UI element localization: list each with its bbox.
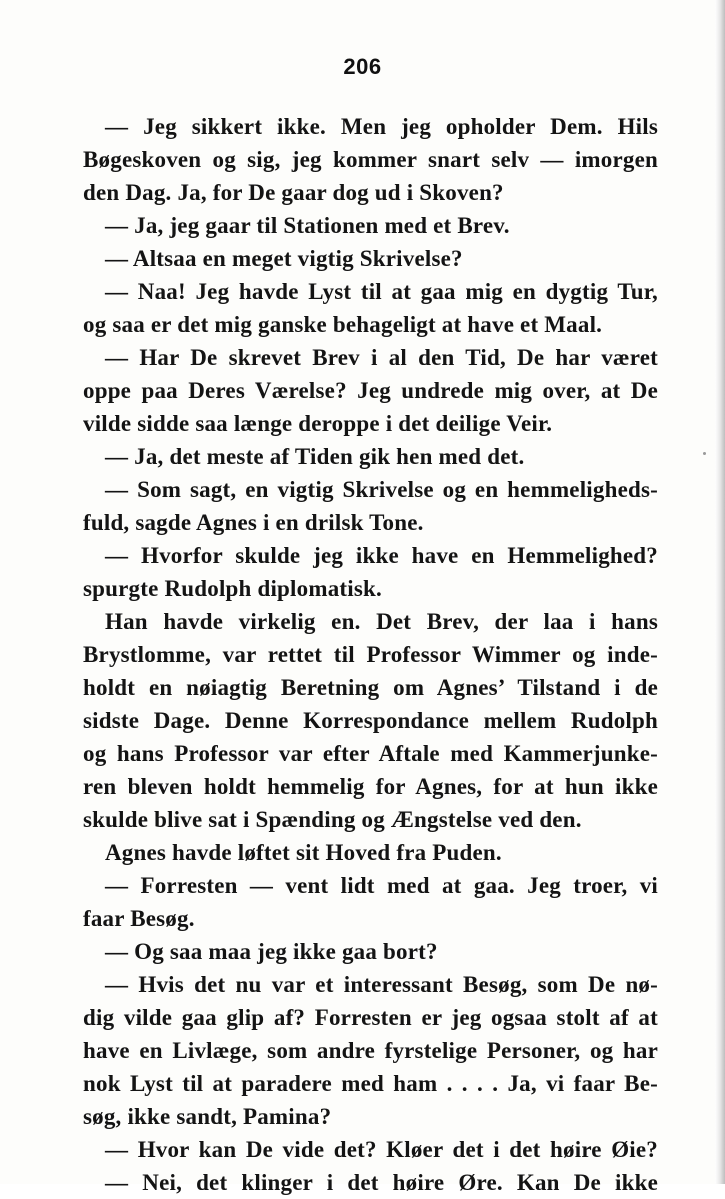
text-line: — Altsaa en meget vigtig Skrivelse?: [105, 246, 463, 271]
text-line: have en Livlæge, som andre fyrstelige Personer, og har: [83, 1038, 658, 1063]
text-line: skulde blive sat i Spænding og Ængstelse ved den.: [83, 807, 582, 832]
paper-speck: [703, 452, 706, 455]
text-line: søg, ikke sandt, Pamina?: [83, 1104, 332, 1129]
text-line: — Hvorfor skulde jeg ikke have en Hemmelighed?: [105, 543, 658, 568]
text-line: vilde sidde saa længe deroppe i det deilige Veir.: [83, 411, 553, 436]
text-line: ren bleven holdt hemmelig for Agnes, for at hun ikke: [83, 774, 658, 799]
text-line: — Hvis det nu var et interessant Besøg, som De nø-: [105, 972, 658, 997]
text-line: fuld, sagde Agnes i en drilsk Tone.: [83, 510, 424, 535]
text-line: — Har De skrevet Brev i al den Tid, De har været: [105, 345, 658, 370]
text-line: og saa er det mig ganske behageligt at have et Maal.: [83, 312, 603, 337]
page-number: 206: [343, 54, 382, 79]
text-line: oppe paa Deres Værelse? Jeg undrede mig over, at De: [83, 378, 658, 403]
text-line: faar Besøg.: [83, 906, 195, 931]
text-line: Han havde virkelig en. Det Brev, der laa i hans: [105, 609, 658, 634]
text-line: — Hvor kan De vide det? Kløer det i det høire Øie?: [105, 1137, 658, 1162]
text-line: — Som sagt, en vigtig Skrivelse og en hemmeligheds-: [105, 477, 658, 502]
text-line: Bøgeskoven og sig, jeg kommer snart selv — imorgen: [83, 147, 658, 172]
text-line: spurgte Rudolph diplomatisk.: [83, 576, 382, 601]
text-line: dig vilde gaa glip af? Forresten er jeg ogsaa stolt af at: [83, 1005, 658, 1030]
text-line: den Dag. Ja, for De gaar dog ud i Skoven?: [83, 180, 504, 205]
page-edge-shadow: [715, 0, 725, 1184]
text-line: — Nei, det klinger i det høire Øre. Kan De ikke: [105, 1170, 658, 1195]
text-line: Agnes havde løftet sit Hoved fra Puden.: [105, 840, 502, 865]
text-line: — Jeg sikkert ikke. Men jeg opholder Dem. Hils: [105, 114, 658, 139]
text-line: nok Lyst til at paradere med ham . . . . Ja, vi faar Be-: [83, 1071, 658, 1096]
text-line: Brystlomme, var rettet til Professor Wimmer og inde-: [83, 642, 658, 667]
text-line: — Forresten — vent lidt med at gaa. Jeg troer, vi: [105, 873, 658, 898]
text-line: sidste Dage. Denne Korrespondance mellem Rudolph: [83, 708, 658, 733]
text-line: — Ja, det meste af Tiden gik hen med det.: [105, 444, 525, 469]
body-text: [83, 110, 658, 1199]
text-line: — Og saa maa jeg ikke gaa bort?: [105, 939, 438, 964]
text-line: og hans Professor var efter Aftale med Kammerjunke-: [83, 741, 658, 766]
text-line: holdt en nøiagtig Beretning om Agnes’ Tilstand i de: [83, 675, 658, 700]
text-line: — Ja, jeg gaar til Stationen med et Brev.: [105, 213, 510, 238]
text-line: — Naa! Jeg havde Lyst til at gaa mig en dygtig Tur,: [105, 279, 658, 304]
